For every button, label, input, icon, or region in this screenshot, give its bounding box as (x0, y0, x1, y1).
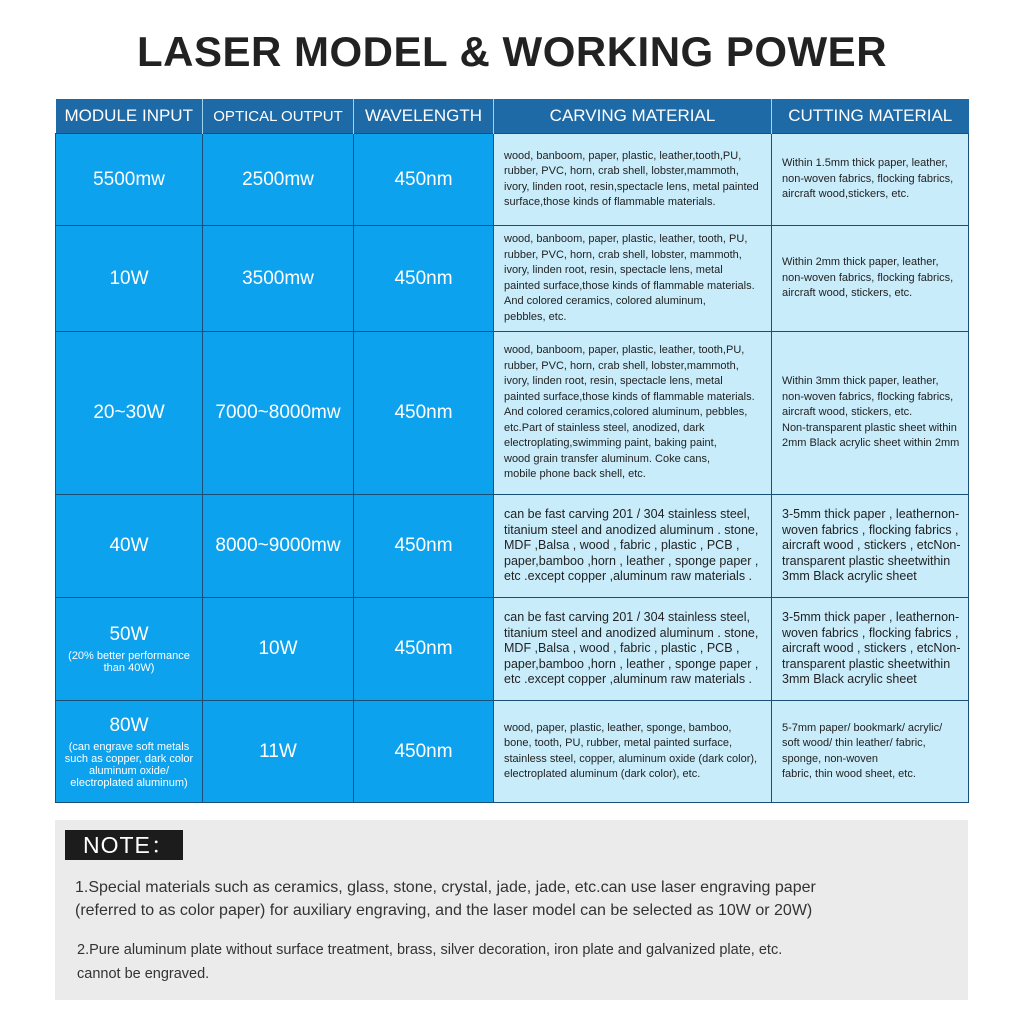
note-section (55, 820, 968, 1000)
module-input-cell (56, 134, 203, 226)
carving-material-cell (494, 598, 772, 701)
page-title: LASER MODEL & WORKING POWER (136, 28, 888, 75)
wavelength-cell (354, 598, 494, 701)
optical-output-cell (203, 332, 354, 495)
optical-output-cell-text: 7000~8000mw (215, 402, 341, 423)
carving-material-cell (494, 495, 772, 598)
wavelength-cell-text: 450nm (394, 638, 453, 659)
wavelength-cell (354, 134, 494, 226)
note-label: NOTE： (65, 830, 183, 860)
header-module-input: MODULE INPUT (56, 99, 203, 134)
carving-material-cell (494, 134, 772, 226)
cutting-material-cell (772, 598, 969, 701)
carving-material-cell-text: can be fast carving 201 / 304 stainless steel, titanium steel and anodized aluminum . stone, MDF ,Balsa , wood , fabric , plastic , PCB , paper,bamboo ,horn , leather , sponge paper , etc .except copper ,aluminum raw materials . (504, 610, 759, 687)
cutting-material-cell-text: 5-7mm paper/ bookmark/ acrylic/ soft wood/ thin leather/ fabric, sponge, non-woven fabric, thin wood sheet, etc. (782, 721, 943, 780)
cutting-material-cell (772, 226, 969, 332)
carving-material-cell (494, 701, 772, 803)
wavelength-cell (354, 332, 494, 495)
header-wavelength: WAVELENGTH (354, 99, 494, 134)
module-input-cell (56, 332, 203, 495)
cutting-material-cell-text: 3-5mm thick paper , leathernon- woven fabrics , flocking fabrics , aircraft wood , stickers , etcNon- transparent plastic sheetwithin 3mm Black acrylic sheet (782, 507, 961, 584)
wavelength-cell (354, 495, 494, 598)
table-row (56, 332, 969, 495)
cutting-material-cell-text: Within 1.5mm thick paper, leather, non-woven fabrics, flocking fabrics, aircraft wood,stickers, etc. (782, 157, 954, 201)
module-input-cell (56, 226, 203, 332)
optical-output-cell (203, 134, 354, 226)
optical-output-cell (203, 701, 354, 803)
table-row (56, 134, 969, 226)
module-input-cell-text: 50W (109, 624, 149, 645)
wavelength-cell-text: 450nm (394, 740, 453, 762)
cutting-material-cell-text: Within 2mm thick paper, leather, non-woven fabrics, flocking fabrics, aircraft wood, stickers, etc. (782, 256, 954, 300)
note-item-2: 2.Pure aluminum plate without surface treatment, brass, silver decoration, iron plate and galvanized plate, etc. cannot be engraved. (77, 942, 783, 982)
module-input-cell-text: 20~30W (93, 402, 165, 423)
note-item-1: 1.Special materials such as ceramics, glass, stone, crystal, jade, jade, etc.can use laser engraving paper (referred to as color paper) for auxiliary engraving, and the laser model can be selected as 10W or 20W) (75, 879, 816, 919)
cutting-material-cell-text: Within 3mm thick paper, leather, non-woven fabrics, flocking fabrics, aircraft wood, stickers, etc. Non-transparent plastic sheet within 2mm Black acrylic sheet within 2mm (782, 375, 960, 450)
wavelength-cell-text: 450nm (394, 168, 453, 190)
carving-material-cell (494, 226, 772, 332)
cutting-material-cell (772, 332, 969, 495)
table-row (56, 226, 969, 332)
carving-material-cell-text: wood, banboom, paper, plastic, leather, tooth, PU, rubber, PVC, horn, crab shell, lobster, mammoth, ivory, linden root, resin, spectacle lens, metal painted surface,those kinds of flammable materials. And colored ceramics, colored aluminum, pebbles, etc. (504, 233, 755, 323)
table-row (56, 495, 969, 598)
header-carving-material: CARVING MATERIAL (494, 99, 772, 134)
module-input-cell-text: 40W (109, 535, 149, 556)
carving-material-cell-text: can be fast carving 201 / 304 stainless steel, titanium steel and anodized aluminum . stone, MDF ,Balsa , wood , fabric , plastic , PCB , paper,bamboo ,horn , leather , sponge paper , etc .except copper ,aluminum raw materials . (504, 507, 759, 584)
optical-output-cell-text: 3500mw (242, 267, 314, 289)
optical-output-cell (203, 495, 354, 598)
module-input-cell-text: 5500mw (93, 168, 165, 190)
table-row (56, 598, 969, 701)
table-body (56, 134, 969, 803)
optical-output-cell (203, 598, 354, 701)
header-optical-output: OPTICAL OUTPUT (203, 99, 354, 134)
optical-output-cell-text: 2500mw (242, 168, 314, 190)
cutting-material-cell-text: 3-5mm thick paper , leathernon- woven fabrics , flocking fabrics , aircraft wood , stickers , etcNon- transparent plastic sheetwithin 3mm Black acrylic sheet (782, 610, 961, 687)
table-header-row (56, 99, 969, 134)
carving-material-cell-text: wood, banboom, paper, plastic, leather,tooth,PU, rubber, PVC, horn, crab shell, lobster,mammoth, ivory, linden root, resin,spectacle lens, metal painted surface,those kinds of flammable materials. (504, 149, 759, 208)
cutting-material-cell (772, 495, 969, 598)
module-input-cell (56, 598, 203, 701)
wavelength-cell-text: 450nm (394, 402, 453, 423)
cutting-material-cell (772, 701, 969, 803)
module-input-note: (20% better performance than 40W) (68, 650, 190, 674)
table-row (56, 701, 969, 803)
optical-output-cell-text: 8000~9000mw (215, 535, 341, 556)
module-input-cell-text: 80W (109, 714, 149, 736)
header-cutting-material: CUTTING MATERIAL (772, 99, 969, 134)
cutting-material-cell (772, 134, 969, 226)
laser-spec-table (55, 99, 969, 803)
optical-output-cell-text: 10W (258, 638, 298, 659)
module-input-cell (56, 495, 203, 598)
optical-output-cell (203, 226, 354, 332)
module-input-cell-text: 10W (109, 267, 149, 289)
carving-material-cell-text: wood, banboom, paper, plastic, leather, tooth,PU, rubber, PVC, horn, crab shell, lobster,mammoth, ivory, linden root, resin, spectacle lens, metal painted surface,those kinds of flammable materials. And colored ceramics,colored aluminum, pebbles, etc.Part of stainless steel, anodized, dark electroplating,swimming paint, baking paint, wood grain transfer aluminum. Coke cans, mobile phone back shell, etc. (504, 344, 755, 481)
carving-material-cell (494, 332, 772, 495)
module-input-note: (can engrave soft metals such as copper, dark color aluminum oxide/ electroplated aluminum) (64, 740, 194, 789)
carving-material-cell-text: wood, paper, plastic, leather, sponge, bamboo, bone, tooth, PU, rubber, metal painted surface, stainless steel, copper, aluminum oxide (dark color), electroplated aluminum (dark color), etc. (504, 721, 758, 780)
module-input-cell (56, 701, 203, 803)
wavelength-cell-text: 450nm (394, 267, 453, 289)
wavelength-cell-text: 450nm (394, 535, 453, 556)
optical-output-cell-text: 11W (259, 740, 297, 762)
wavelength-cell (354, 226, 494, 332)
wavelength-cell (354, 701, 494, 803)
